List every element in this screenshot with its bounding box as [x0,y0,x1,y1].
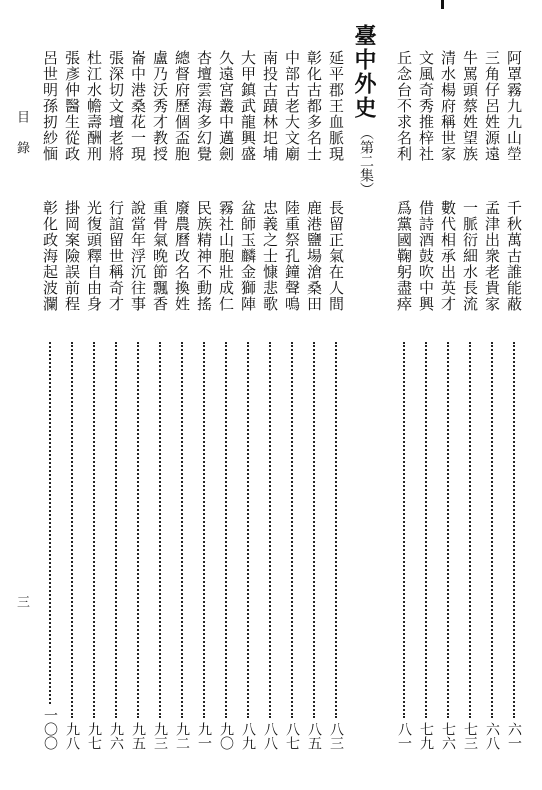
dot-leader [469,342,471,718]
toc-entry-title: 大甲鎮武龍興盛 [239,50,257,162]
toc-entry-title: 掛岡案險誤前程 [63,200,81,312]
top-edge-mark [441,0,444,9]
toc-entry[interactable] [393,50,415,750]
toc-entry-title: 丘念台不求名利 [395,50,413,162]
toc-entry-page: 九八 [64,722,80,750]
toc-entry[interactable] [481,200,503,312]
toc-entry-title: 數代相承出英才 [439,200,457,312]
toc-entry[interactable] [459,200,481,312]
margin-page-number: 三 [14,595,29,608]
toc-entry[interactable] [171,50,193,750]
toc-entry[interactable] [325,200,347,312]
toc-entry-page: 七六 [440,722,456,750]
toc-entry[interactable] [259,50,281,750]
dot-leader [181,342,183,718]
toc-entry[interactable] [83,50,105,750]
toc-entry-page: 八九 [240,722,256,750]
toc-entry-title: 借詩酒鼓吹中興 [417,200,435,312]
toc-entry-title: 張深切文壇老將 [107,50,125,162]
toc-entry-title: 延平郡王血脈現 [327,50,345,162]
toc-entry[interactable] [149,200,171,312]
toc-entry[interactable] [503,200,525,312]
toc-entry[interactable] [83,200,105,312]
toc-entry[interactable] [39,200,61,312]
dot-leader [159,342,161,718]
toc-entry-title: 霧社山胞壯成仁 [217,200,235,312]
toc-entry[interactable] [325,50,347,750]
toc-entry[interactable] [215,50,237,750]
dot-leader [425,342,427,718]
toc-entry[interactable] [127,50,149,750]
dot-leader [513,342,515,718]
toc-entry-title: 杏壇雲海多幻覺 [195,50,213,162]
toc-entry-title: 清水楊府稱世家 [439,50,457,162]
dot-leader [225,342,227,718]
toc-entry-page: 一〇〇 [42,708,58,750]
section-title: 臺中外史 [351,24,377,120]
toc-entry-title: 廢農曆改名換姓 [173,200,191,312]
toc-entry-page: 六八 [484,722,500,750]
toc-entry-page: 九七 [86,722,102,750]
toc-entry-title: 爲黨國鞠躬盡瘁 [395,200,413,312]
dot-leader [137,342,139,718]
dot-leader [447,342,449,718]
toc-entry[interactable] [237,50,259,750]
toc-entry[interactable] [437,200,459,312]
toc-entry[interactable] [39,50,61,750]
toc-entry-title: 民族精神不動搖 [195,200,213,312]
toc-entry-title: 光復頭釋自由身 [85,200,103,312]
toc-entry[interactable] [393,200,415,312]
toc-entry-title: 杜江水幨壽酬刑 [85,50,103,162]
dot-leader [49,342,51,704]
toc-entry[interactable] [259,200,281,312]
toc-entry-title: 盆師玉麟金獅陣 [239,200,257,312]
toc-entry-title: 忠義之士慷悲歌 [261,200,279,312]
toc-entry[interactable] [281,200,303,312]
toc-entry-title: 千秋萬古誰能蔽 [505,200,523,312]
toc-entry[interactable] [237,200,259,312]
dot-leader [291,342,293,718]
margin-label: 目錄 [14,110,29,172]
toc-entry-title: 呂世明孫扨紗愐 [41,50,59,162]
toc-entry-title: 中部古老大文廟 [283,50,301,162]
toc-entry-page: 九〇 [218,722,234,750]
toc-entry-page: 八七 [284,722,300,750]
dot-leader [247,342,249,718]
dot-leader [269,342,271,718]
toc-entry-title: 彰化政海起波瀾 [41,200,59,312]
toc-entry-page: 九二 [174,722,190,750]
toc-entry[interactable] [303,200,325,312]
toc-entry-title: 張彥仲醫生從政 [63,50,81,162]
toc-entry-page: 九五 [130,722,146,750]
toc-entry[interactable] [415,50,437,750]
toc-entry-page: 八五 [306,722,322,750]
toc-entry-title: 久遠宮叢中邁劍 [217,50,235,162]
toc-entry[interactable] [61,50,83,750]
toc-entry-title: 行誼留世稱奇才 [107,200,125,312]
toc-entry-title: 三角仔呂姓源遠 [483,50,501,162]
toc-entry-title: 鹿港鹽場滄桑田 [305,200,323,312]
toc-entry-page: 九三 [152,722,168,750]
toc-entry[interactable] [193,200,215,312]
toc-entry-page: 九一 [196,722,212,750]
toc-entry[interactable] [459,50,481,750]
dot-leader [335,342,337,718]
toc-entry[interactable] [503,50,525,750]
toc-entry-title: 牛罵頭蔡姓望族 [461,50,479,162]
toc-entry[interactable] [149,50,171,750]
section-subtitle: （第二集） [358,126,374,196]
toc-entry-title: 總督府歷個盃胞 [173,50,191,162]
toc-entry[interactable] [105,50,127,750]
toc-entry[interactable] [281,50,303,750]
toc-entry[interactable] [61,200,83,312]
toc-entry-title: 一脈衍細水長流 [461,200,479,312]
toc-entry[interactable] [437,50,459,750]
toc-entry[interactable] [215,200,237,312]
toc-entry-title: 說當年浮沉往事 [129,200,147,312]
toc-entry-title: 長留正氣在人間 [327,200,345,312]
dot-leader [115,342,117,718]
toc-entry-title: 盧乃沃秀才教授 [151,50,169,162]
toc-entry-page: 九六 [108,722,124,750]
toc-entry-title: 陸重祭孔鐘聲鳴 [283,200,301,312]
toc-entry[interactable] [127,200,149,312]
toc-entry-page: 七三 [462,722,478,750]
toc-entry-page: 八一 [396,722,412,750]
toc-entry-page: 七九 [418,722,434,750]
toc-entry-page: 八三 [328,722,344,750]
toc-entry[interactable] [171,200,193,312]
toc-entry-title: 崙中港桑花一現 [129,50,147,162]
toc-entry[interactable] [105,200,127,312]
dot-leader [313,342,315,718]
dot-leader [71,342,73,718]
toc-entry-page: 六一 [506,722,522,750]
toc-entry-title: 阿罩霧九九山塋 [505,50,523,162]
toc-entry[interactable] [303,50,325,750]
toc-entry-page: 八八 [262,722,278,750]
dot-leader [491,342,493,718]
toc-entry-title: 孟津出衆老貴家 [483,200,501,312]
toc-entry-title: 重骨氣晚節飄香 [151,200,169,312]
dot-leader [403,342,405,718]
toc-entry[interactable] [193,50,215,750]
toc-entry-title: 彰化古都多名士 [305,50,323,162]
dot-leader [93,342,95,718]
toc-entry[interactable] [481,50,503,750]
dot-leader [203,342,205,718]
toc-entry-title: 文風奇秀推梓社 [417,50,435,162]
toc-entry[interactable] [415,200,437,312]
toc-entry-title: 南投古蹟林圯埔 [261,50,279,162]
